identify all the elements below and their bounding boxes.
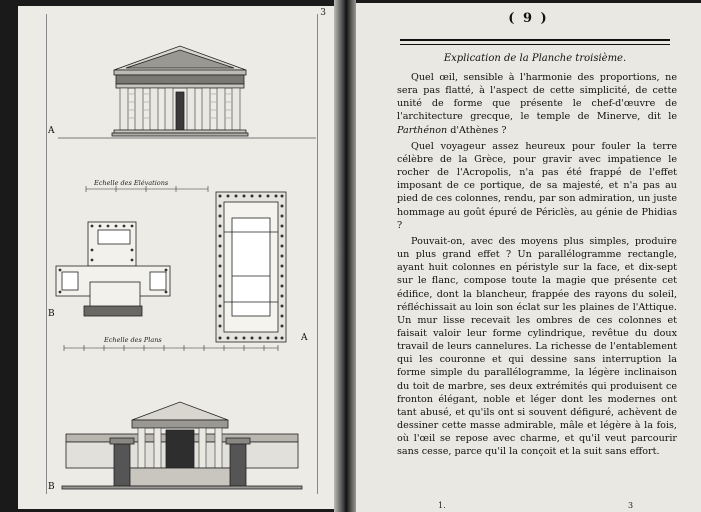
top-rule-thick (400, 39, 670, 41)
text-page (356, 3, 701, 512)
paragraph-1-end: d'Athènes ? (447, 124, 507, 136)
plate-explanation-heading: Explication de la Planche troisième. (443, 53, 627, 64)
body-text (397, 71, 677, 462)
plate-page-number: 3 (320, 8, 326, 18)
plate-label-a-top: A (48, 126, 55, 136)
book-gutter (334, 0, 356, 512)
page-number: ( 9 ) (508, 11, 549, 26)
signature-mark-left: 1. (438, 501, 446, 510)
plate-drawings (18, 6, 334, 509)
plan-b-drawing (56, 222, 170, 316)
plan-scale-bar (64, 345, 278, 351)
gateway-elevation-drawing (62, 402, 302, 489)
paragraph-1 (397, 71, 677, 137)
paragraph-1-text: Quel œil, sensible à l'harmonie des proportions, ne sera pas flatté, à l'aspect de cette simplicité, de cette unité de forme que présente le chef-d'œuvre de l'architecture grecque, le temple de Minerve, dit le (397, 72, 677, 123)
parthenon-italic: Parthénon (397, 124, 448, 136)
paragraph-3-text: Pouvait-on, avec des moyens plus simples, produire un plus grand effet ? Un parallélogramme rectangle, ayant huit colonnes en péristyle sur la face, et dix-sept sur le flanc, compose toute la magie que présente cet édifice, dont la blancheur, frappée des rayons du soleil, réfléchissait au loin son éclat sur les plaines de l'Attique. Un mur lisse recevait les ombres de ces colonnes et faisait valoir leur forme cylindrique, revêtue du doux travail de leurs cannelures. La richesse de l'entablement qui les couronne et qui dessine sans interruption la forme simple du parallélogramme, la légère inclinaison du toit de marbre, ses deux extrémités qui produisent ce fronton élégant, noble et léger dont les modernes ont tant abusé, et qu'ils ont si souvent défiguré, achèvent de dessiner cette masse admirable, mâle et légère à la fois, où l'œil se repose avec charme, et qu'il veut parcourir sans cesse, parce qu'il la conçoit et la suit sans effort. (397, 235, 677, 458)
plate-label-b-mid: B (48, 309, 55, 319)
elevation-scale-label: Echelle des Elévations (94, 179, 169, 187)
paragraph-2-text: Quel voyageur assez heureux pour fouler la terre célèbre de la Grèce, pour gravir avec impatience le rocher de l'Acropolis, n'a pas été frappé de l'effet imposant de ce portique, de sa majesté, et n'a pas au pied de ces colonnes, rendu, par son admiration, un juste hommage au goût épuré de Périclès, au génie de Phidias ? (397, 140, 677, 231)
plate-label-a-right: A (301, 333, 308, 343)
plate-label-b-bottom: B (48, 482, 55, 492)
plate-page (18, 6, 334, 509)
top-rule-thin (400, 44, 670, 45)
paragraph-2 (397, 140, 677, 232)
paragraph-3 (397, 235, 677, 459)
plan-scale-label: Echelle des Plans (104, 336, 162, 344)
temple-elevation-drawing (58, 46, 316, 138)
plan-a-drawing (216, 192, 286, 342)
signature-mark-right: 3 (628, 501, 634, 510)
